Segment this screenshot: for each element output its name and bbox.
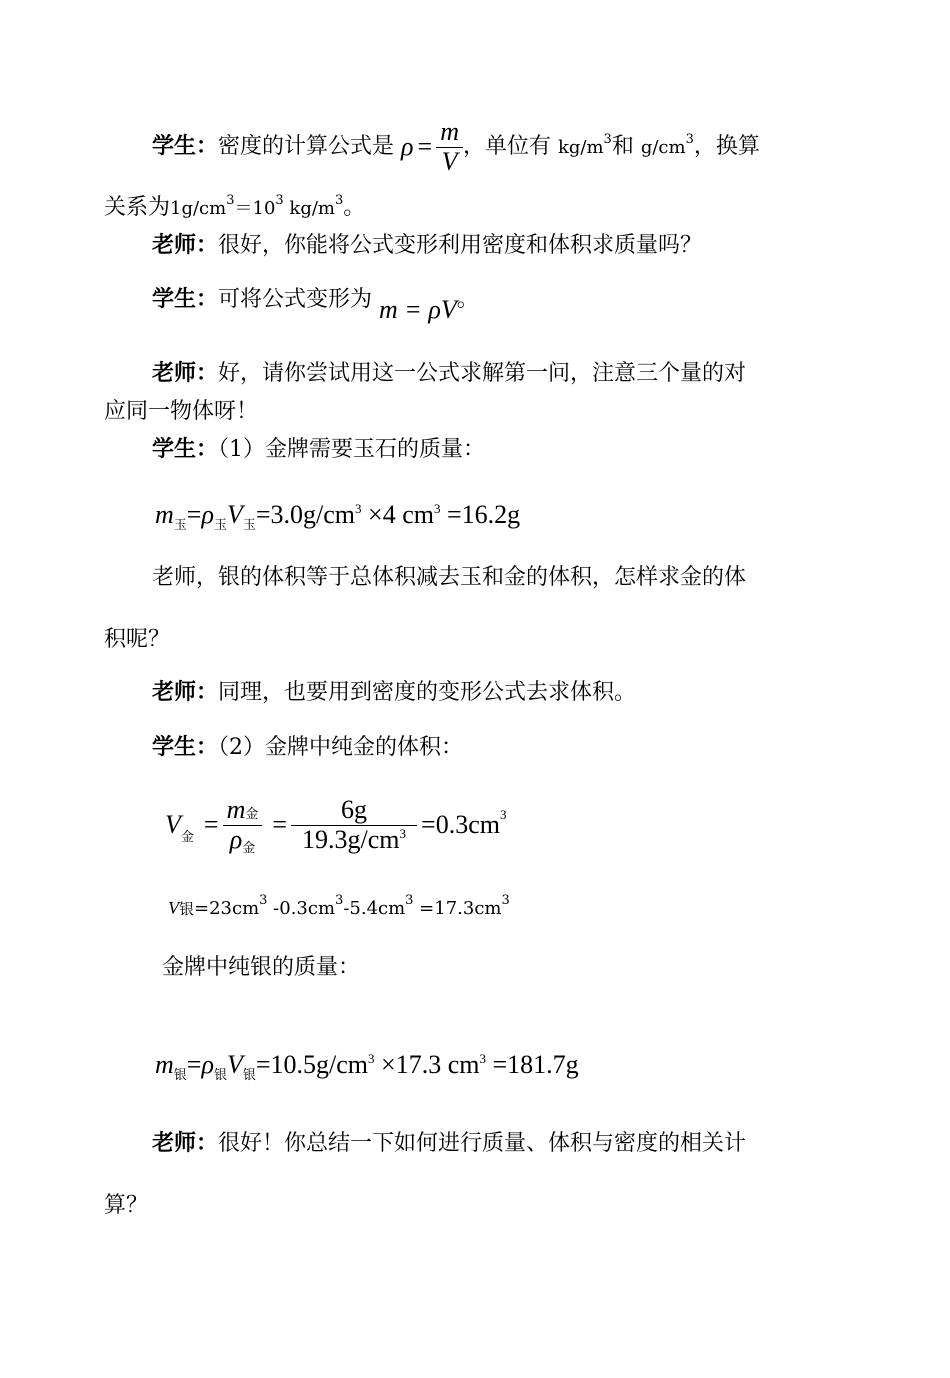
value: ×17.3 cm	[374, 1050, 480, 1079]
superscript: 3	[355, 501, 362, 516]
numerator: 6g	[291, 796, 417, 826]
speaker-label: 学生：	[152, 287, 219, 312]
superscript: 3	[405, 893, 414, 908]
result: =16.2g	[440, 500, 521, 529]
paragraph-plain-2	[162, 950, 950, 981]
rho-symbol: ρ	[201, 1050, 214, 1079]
rho-symbol: ρ	[229, 824, 243, 854]
subscript: 玉	[173, 517, 187, 532]
text: 密度的计算公式是	[218, 134, 395, 160]
subscript: 金	[242, 839, 256, 855]
v-symbol: V	[165, 810, 181, 840]
text: 可将公式变形为	[218, 287, 373, 312]
numerator: m	[436, 118, 463, 148]
paragraph-student-2	[152, 282, 950, 324]
superscript: 3	[334, 193, 344, 208]
text: 。	[456, 287, 479, 312]
superscript: 3	[433, 501, 441, 516]
equation-silver-volume	[168, 893, 950, 919]
text: 和	[611, 134, 634, 160]
density-formula	[401, 118, 463, 176]
unit: ＝10	[234, 198, 276, 219]
unit-kg-m3: kg/m	[557, 137, 604, 159]
subscript: 银	[213, 1067, 227, 1082]
result: =0.3cm	[421, 810, 500, 840]
paragraph-teacher-4	[152, 1126, 950, 1157]
m-symbol: m	[155, 1050, 174, 1079]
subscript: 银	[173, 1067, 187, 1082]
value: -0.3cm	[267, 898, 336, 919]
speaker-label: 老师：	[152, 1131, 219, 1156]
denominator: 19.3g/cm	[302, 824, 400, 854]
superscript: 3	[479, 1051, 486, 1066]
superscript: 3	[499, 807, 507, 823]
speaker-label: 老师：	[152, 233, 219, 258]
superscript: 3	[335, 893, 344, 908]
text: （1）金牌需要玉石的质量：	[218, 437, 486, 462]
equals-sign: =	[272, 810, 288, 840]
subscript: 玉	[213, 517, 227, 532]
text: 同理，也要用到密度的变形公式去求体积。	[218, 680, 637, 705]
v-symbol: V	[226, 1050, 243, 1079]
superscript: 3	[226, 193, 235, 208]
denominator: V	[441, 146, 458, 176]
equation-jade-mass: $m_玉=\rho_玉V_玉=3.0g/cm^3 \times 4$ $cm^3 =16.2g$	[155, 500, 521, 532]
superscript: 3	[368, 1051, 375, 1066]
value: =3.0g/cm	[255, 500, 356, 529]
subscript: 金	[180, 828, 194, 844]
paragraph-plain-1-line2	[104, 622, 950, 653]
speaker-label: 老师：	[152, 361, 219, 386]
text: ，单位有	[462, 134, 551, 160]
subscript: 玉	[242, 517, 256, 532]
text: 金牌中纯银的质量：	[162, 955, 361, 980]
equation-silver-mass: $m_银=\rho_银V_银=10.5g/cm^3 \times 17.3$ $cm^3 =181.7g$	[155, 1050, 579, 1082]
paragraph-plain-1	[152, 560, 950, 591]
paragraph-teacher-4-line2	[104, 1188, 950, 1219]
v-symbol: V	[226, 500, 243, 529]
subscript: 银	[242, 1067, 256, 1082]
paragraph-teacher-1	[152, 228, 950, 259]
text: 积呢？	[104, 627, 171, 652]
text: ，换算	[693, 134, 760, 160]
v-symbol: V	[168, 898, 179, 918]
paragraph-teacher-2-line2	[104, 394, 950, 425]
fraction-m-over-v	[436, 118, 463, 176]
superscript: 3	[259, 893, 268, 908]
text: （2）金牌中纯金的体积：	[218, 735, 464, 760]
text: 很好！你总结一下如何进行质量、体积与密度的相关计	[218, 1131, 747, 1156]
speaker-label: 学生：	[152, 437, 219, 462]
superscript: 3	[501, 893, 510, 908]
equals-sign: =	[203, 810, 219, 840]
text: 算？	[104, 1193, 149, 1218]
paragraph-student-1	[152, 118, 950, 176]
m-symbol: m	[155, 500, 174, 529]
value: ×4 cm	[361, 500, 434, 529]
superscript: 3	[399, 825, 407, 841]
superscript: 3	[275, 193, 284, 208]
fraction-m-over-rho	[223, 796, 263, 854]
value: =23cm	[194, 898, 260, 919]
text: 老师，银的体积等于总体积减去玉和金的体积，怎样求金的体	[152, 565, 747, 590]
rho-symbol: ρ	[201, 500, 214, 529]
text: 应同一物体呀！	[104, 399, 259, 424]
mass-formula: m = ρV	[379, 295, 457, 324]
superscript: 3	[603, 132, 612, 148]
superscript: 3	[685, 132, 694, 148]
equals-sign: =	[417, 132, 433, 162]
text: 关系为	[104, 195, 171, 220]
text: 好，请你尝试用这一公式求解第一问，注意三个量的对	[218, 361, 747, 386]
result: =181.7g	[485, 1050, 579, 1079]
subscript: 金	[245, 806, 259, 821]
fraction-values	[291, 796, 417, 854]
paragraph-student-4	[152, 730, 950, 761]
unit: kg/m	[283, 198, 335, 219]
paragraph-teacher-3	[152, 675, 950, 706]
text: 。	[343, 195, 366, 220]
equation-gold-volume	[165, 796, 506, 854]
unit-g-cm3: g/cm	[640, 137, 686, 159]
subscript: 银	[179, 900, 195, 918]
text: 很好，你能将公式变形利用密度和体积求质量吗？	[218, 233, 703, 258]
unit: 1g/cm	[170, 198, 227, 219]
paragraph-student-1-line2	[104, 190, 950, 221]
value: -5.4cm	[343, 898, 406, 919]
speaker-label: 老师：	[152, 680, 219, 705]
rho-symbol: ρ	[401, 132, 414, 162]
speaker-label: 学生：	[152, 735, 219, 760]
result: =17.3cm	[413, 898, 502, 919]
m-symbol: m	[226, 795, 246, 824]
speaker-label: 学生：	[152, 134, 219, 160]
paragraph-student-3	[152, 432, 950, 463]
value: =10.5g/cm	[255, 1050, 369, 1079]
paragraph-teacher-2	[152, 356, 950, 387]
